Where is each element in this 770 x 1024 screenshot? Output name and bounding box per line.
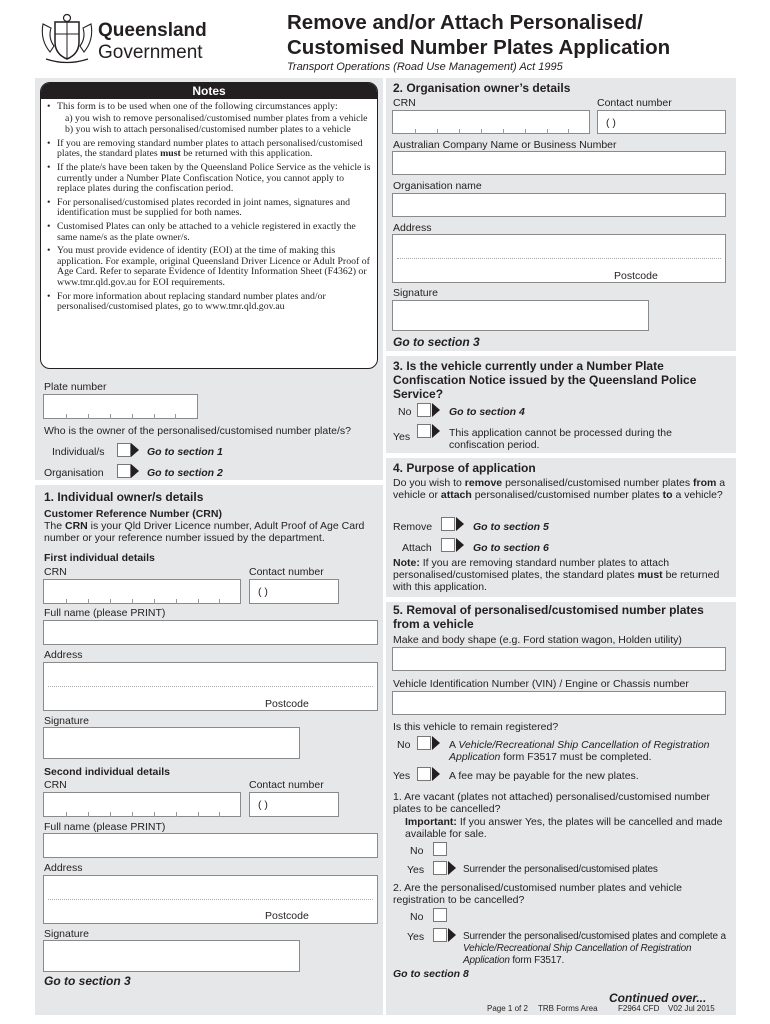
remain-no-checkbox[interactable]	[417, 736, 431, 750]
attach-label: Attach	[402, 542, 432, 554]
logo-line2: Government	[98, 42, 203, 63]
vin-label: Vehicle Identification Number (VIN) / Engine or Chassis number	[393, 678, 689, 690]
go-section-6: Go to section 6	[473, 542, 549, 554]
organisation-checkbox[interactable]	[117, 464, 131, 478]
notes-box	[40, 82, 378, 369]
section-3-title: 3. Is the vehicle currently under a Number Plate Confiscation Notice issued by the Queensland Police Service?	[393, 359, 697, 401]
address-label: Address	[44, 649, 83, 661]
remain-no-text: A Vehicle/Recreational Ship Cancellation of Registration Application form F3517 must be completed.	[449, 739, 710, 763]
contact-label: Contact number	[249, 566, 324, 578]
crn-label: CRN	[44, 566, 67, 578]
note-item: • Customised Plates can only be attached to a vehicle registered in exactly the same name/s as the plate owner/s.	[47, 222, 373, 243]
remain-no-label: No	[397, 739, 411, 751]
q1-text: 1. Are vacant (plates not attached) personalised/customised number plates to be cancelled?	[393, 791, 710, 815]
arrow-icon	[448, 928, 456, 942]
note-item: • For more information about replacing standard number plates and/or personalised/customised plates, go to www.tmr.qld.gov.au	[47, 292, 373, 313]
q1-yes-checkbox[interactable]	[433, 861, 447, 875]
arrow-icon	[432, 767, 440, 781]
postcode-label: Postcode	[265, 698, 309, 710]
second-individual-heading: Second individual details	[44, 766, 171, 778]
go-section-1: Go to section 1	[147, 446, 223, 458]
s3-no-checkbox[interactable]	[417, 403, 431, 417]
org-signature-label: Signature	[393, 287, 438, 299]
postcode-label-2: Postcode	[265, 910, 309, 922]
section-1-title: 1. Individual owner/s details	[44, 490, 204, 504]
org-contact-input[interactable]: ( )	[597, 110, 726, 134]
go-section-4: Go to section 4	[449, 406, 525, 418]
arrow-icon	[456, 538, 464, 552]
section-2-title: 2. Organisation owner’s details	[393, 81, 571, 95]
go-section-3: Go to section 3	[44, 974, 131, 988]
signature-input[interactable]	[43, 727, 300, 759]
vin-input[interactable]	[392, 691, 726, 715]
org-name-input[interactable]	[392, 193, 726, 217]
q1-yes-text: Surrender the personalised/customised plates	[463, 864, 658, 875]
acn-input[interactable]	[392, 151, 726, 175]
section-5-title: 5. Removal of personalised/customised number plates from a vehicle	[393, 603, 704, 631]
full-name-label-2: Full name (please PRINT)	[44, 821, 166, 833]
crn-label-2: CRN	[44, 779, 67, 791]
org-signature-input[interactable]	[392, 300, 649, 331]
individual-label: Individual/s	[52, 446, 105, 458]
s3-yes-label: Yes	[393, 431, 411, 443]
notes-title-bar: Notes	[41, 83, 377, 99]
crn-input-2[interactable]	[43, 792, 241, 817]
page-title-line1: Remove and/or Attach Personalised/	[287, 11, 643, 34]
remain-yes-text: A fee may be payable for the new plates.	[449, 770, 639, 782]
crest-logo	[38, 12, 96, 64]
address-input[interactable]	[43, 662, 378, 711]
org-crn-input[interactable]	[392, 110, 590, 134]
section-4-title: 4. Purpose of application	[393, 461, 536, 475]
go-section-8: Go to section 8	[393, 968, 469, 980]
note-item: • This form is to be used when one of the following circumstances apply: a) you wish to remove personalised/customised number plates from a vehicle b) you wish to attach personalised/customised number plates to a vehicle	[47, 102, 373, 136]
s4-question: Do you wish to remove personalised/customised number plates from a vehicle or attach personalised/customised number plates to a vehicle?	[393, 477, 726, 501]
note-item: • You must provide evidence of identity (EOI) at the time of making this application. For example, original Queensland Driver Licence or Adult Proof of Age Card. Refer to separate Evidence of Identity Information Sheet (F4362) or www.tmr.qld.gov.au for EOI requirements.	[47, 246, 373, 288]
address-label-2: Address	[44, 862, 83, 874]
arrow-icon	[432, 736, 440, 750]
acn-label: Australian Company Name or Business Number	[393, 139, 617, 151]
s3-yes-text: This application cannot be processed during the confiscation period.	[449, 427, 672, 451]
org-name-label: Organisation name	[393, 180, 482, 192]
important-text: Important: If you answer Yes, the plates will be cancelled and made available for sale.	[405, 816, 723, 840]
q2-no-checkbox[interactable]	[433, 908, 447, 922]
q1-no-checkbox[interactable]	[433, 842, 447, 856]
q2-yes-checkbox[interactable]	[433, 928, 447, 942]
full-name-input-2[interactable]	[43, 833, 378, 858]
arrow-icon	[432, 424, 440, 438]
note-item: • If you are removing standard number plates to attach personalised/customised plates, the standard plates must be returned with this application.	[47, 139, 373, 160]
full-name-label: Full name (please PRINT)	[44, 607, 166, 619]
page-title-line2: Customised Number Plates Application	[287, 36, 671, 59]
arrow-icon	[131, 464, 139, 478]
signature-label-2: Signature	[44, 928, 89, 940]
note-item: • If the plate/s have been taken by the Queensland Police Service as the vehicle is currently under a Number Plate Confiscation Notice, you cannot apply to replace plates during the confiscation period.	[47, 163, 373, 195]
org-address-label: Address	[393, 222, 432, 234]
crn-description: The CRN is your Qld Driver Licence number, Adult Proof of Age Card number or your reference number issued by the department.	[44, 520, 365, 544]
q1-no-label: No	[410, 845, 424, 857]
plate-number-input[interactable]	[43, 394, 198, 419]
logo-line1: Queensland	[98, 20, 207, 41]
arrow-icon	[432, 403, 440, 417]
owner-question: Who is the owner of the personalised/customised number plate/s?	[44, 425, 351, 437]
signature-label: Signature	[44, 715, 89, 727]
make-label: Make and body shape (e.g. Ford station wagon, Holden utility)	[393, 634, 682, 646]
page-subtitle: Transport Operations (Road Use Management) Act 1995	[287, 61, 563, 73]
q2-yes-label: Yes	[407, 931, 425, 943]
first-individual-heading: First individual details	[44, 552, 155, 564]
arrow-icon	[456, 517, 464, 531]
remain-yes-checkbox[interactable]	[417, 767, 431, 781]
plate-number-label: Plate number	[44, 381, 107, 393]
remove-label: Remove	[393, 521, 433, 533]
forms-area: TRB Forms Area	[538, 1004, 598, 1013]
form-version: V02 Jul 2015	[668, 1004, 715, 1013]
crn-input[interactable]	[43, 579, 241, 604]
individual-checkbox[interactable]	[117, 443, 131, 457]
arrow-icon	[131, 443, 139, 457]
s3-yes-checkbox[interactable]	[417, 424, 431, 438]
remain-question: Is this vehicle to remain registered?	[393, 721, 559, 733]
s3-no-label: No	[398, 406, 412, 418]
organisation-label: Organisation	[44, 467, 104, 479]
org-go-section-3: Go to section 3	[393, 335, 480, 349]
note-item: • For personalised/customised plates recorded in joint names, signatures and identification must be supplied for both names.	[47, 198, 373, 219]
org-postcode-label: Postcode	[614, 270, 658, 282]
form-code: F2964 CFD	[618, 1004, 660, 1013]
q2-no-label: No	[410, 911, 424, 923]
remove-checkbox[interactable]	[441, 517, 455, 531]
s4-note: Note: If you are removing standard number plates to attach personalised/customised plates, the standard plates must be returned with this application.	[393, 557, 720, 593]
go-section-5: Go to section 5	[473, 521, 549, 533]
page-number: Page 1 of 2	[487, 1004, 528, 1013]
remain-yes-label: Yes	[393, 770, 411, 782]
contact-number-input[interactable]: ( )	[249, 579, 339, 604]
attach-checkbox[interactable]	[441, 538, 455, 552]
org-crn-label: CRN	[393, 97, 416, 109]
q1-yes-label: Yes	[407, 864, 425, 876]
contact-label-2: Contact number	[249, 779, 324, 791]
address-input-2[interactable]	[43, 875, 378, 924]
signature-input-2[interactable]	[43, 940, 300, 972]
q2-yes-text: Surrender the personalised/customised plates and complete a Vehicle/Recreational Ship Cancellation of Registration Application form F3517.	[463, 931, 726, 966]
make-input[interactable]	[392, 647, 726, 671]
crn-title: Customer Reference Number (CRN)	[44, 508, 222, 520]
org-address-input[interactable]	[392, 234, 726, 283]
org-contact-label: Contact number	[597, 97, 672, 109]
contact-number-input-2[interactable]: ( )	[249, 792, 339, 817]
full-name-input[interactable]	[43, 620, 378, 645]
arrow-icon	[448, 861, 456, 875]
go-section-2: Go to section 2	[147, 467, 223, 479]
q2-text: 2. Are the personalised/customised number plates and vehicle registration to be cancelled?	[393, 882, 682, 906]
continued-over: Continued over...	[609, 991, 707, 1005]
